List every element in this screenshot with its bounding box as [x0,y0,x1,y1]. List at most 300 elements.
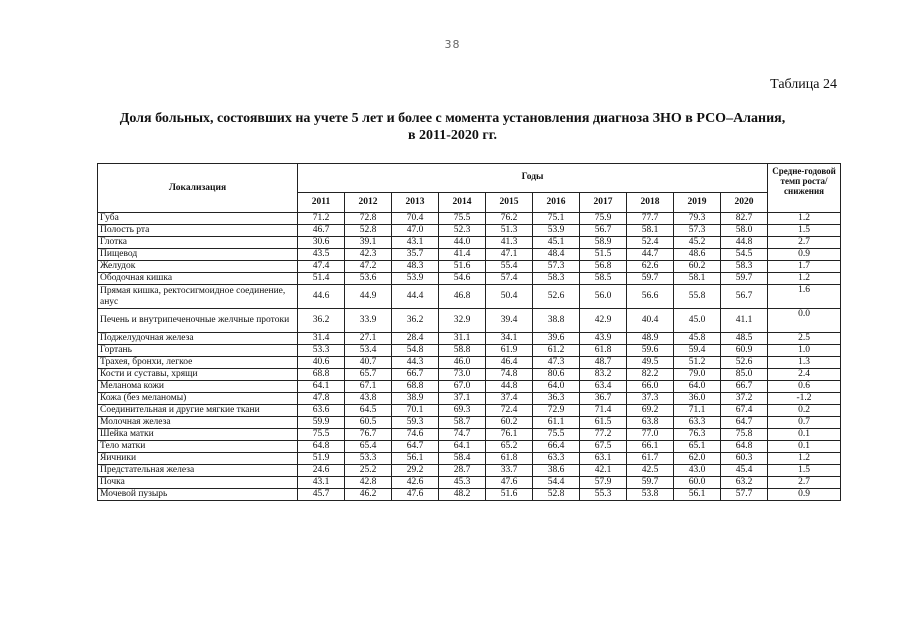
value-cell: 57.4 [486,273,533,285]
year-header-cell: 2011 [298,192,345,212]
value-cell: 36.2 [298,309,345,333]
value-cell: 75.5 [533,429,580,441]
growth-rate-cell: 1.7 [768,261,841,273]
value-cell: 53.4 [345,345,392,357]
value-cell: 47.3 [533,357,580,369]
value-cell: 39.6 [533,333,580,345]
value-cell: 55.4 [486,261,533,273]
value-cell: 58.3 [721,261,768,273]
value-cell: 39.4 [486,309,533,333]
value-cell: 75.5 [439,213,486,225]
value-cell: 55.8 [674,285,721,309]
value-cell: 47.6 [392,489,439,501]
value-cell: 45.0 [674,309,721,333]
value-cell: 56.0 [580,285,627,309]
value-cell: 46.7 [298,225,345,237]
year-header-cell: 2012 [345,192,392,212]
value-cell: 44.8 [486,381,533,393]
value-cell: 61.9 [486,345,533,357]
localization-cell: Гортань [98,345,298,357]
value-cell: 79.0 [674,369,721,381]
value-cell: 71.1 [674,405,721,417]
growth-rate-cell: 1.5 [768,465,841,477]
value-cell: 60.3 [721,453,768,465]
value-cell: 52.3 [439,225,486,237]
value-cell: 66.7 [721,381,768,393]
value-cell: 31.4 [298,333,345,345]
document-title [0,110,905,144]
localization-cell: Кожа (без меланомы) [98,393,298,405]
localization-cell: Губа [98,213,298,225]
value-cell: 32.9 [439,309,486,333]
value-cell: 59.7 [627,477,674,489]
value-cell: 64.5 [345,405,392,417]
value-cell: 71.2 [298,213,345,225]
year-header-cell: 2017 [580,192,627,212]
value-cell: 37.1 [439,393,486,405]
title-line-2: в 2011-2020 гг. [407,128,498,143]
value-cell: 77.0 [627,429,674,441]
table-row [98,261,841,273]
value-cell: 38.8 [533,309,580,333]
value-cell: 44.4 [392,285,439,309]
value-cell: 44.6 [298,285,345,309]
table-label: Таблица 24 [770,77,837,92]
growth-rate-cell: 0.9 [768,249,841,261]
table-row [98,357,841,369]
value-cell: 56.1 [674,489,721,501]
growth-rate-cell: 0.6 [768,381,841,393]
value-cell: 52.8 [345,225,392,237]
value-cell: 35.7 [392,249,439,261]
value-cell: 37.4 [486,393,533,405]
value-cell: 64.0 [674,381,721,393]
value-cell: 43.1 [298,477,345,489]
value-cell: 48.7 [580,357,627,369]
value-cell: 51.6 [439,261,486,273]
value-cell: 28.7 [439,465,486,477]
value-cell: 45.4 [721,465,768,477]
value-cell: 82.7 [721,213,768,225]
value-cell: 60.2 [486,417,533,429]
value-cell: 43.0 [674,465,721,477]
year-header-cell: 2020 [721,192,768,212]
value-cell: 46.4 [486,357,533,369]
value-cell: 48.5 [721,333,768,345]
growth-rate-cell: 1.0 [768,345,841,357]
value-cell: 51.2 [674,357,721,369]
value-cell: 53.9 [533,225,580,237]
value-cell: 48.4 [533,249,580,261]
value-cell: 75.9 [580,213,627,225]
value-cell: 44.0 [439,237,486,249]
value-cell: 54.4 [533,477,580,489]
value-cell: 48.6 [674,249,721,261]
value-cell: 70.1 [392,405,439,417]
value-cell: 59.9 [298,417,345,429]
growth-rate-cell: 1.6 [768,285,841,309]
value-cell: 33.9 [345,309,392,333]
value-cell: 76.7 [345,429,392,441]
value-cell: 64.7 [721,417,768,429]
table-row [98,477,841,489]
value-cell: 63.2 [721,477,768,489]
value-cell: 37.3 [627,393,674,405]
growth-rate-cell: 1.2 [768,453,841,465]
value-cell: 51.9 [298,453,345,465]
value-cell: 65.1 [674,441,721,453]
table-row [98,489,841,501]
localization-cell: Трахея, бронхи, легкое [98,357,298,369]
value-cell: 53.8 [627,489,674,501]
value-cell: 36.3 [533,393,580,405]
value-cell: 51.5 [580,249,627,261]
year-header-cell: 2016 [533,192,580,212]
growth-rate-cell: 0.2 [768,405,841,417]
value-cell: 51.3 [486,225,533,237]
value-cell: 46.0 [439,357,486,369]
value-cell: 80.6 [533,369,580,381]
localization-cell: Поджелудочная железа [98,333,298,345]
value-cell: 59.3 [392,417,439,429]
value-cell: 42.6 [392,477,439,489]
value-cell: 24.6 [298,465,345,477]
value-cell: 85.0 [721,369,768,381]
value-cell: 68.8 [298,369,345,381]
value-cell: 66.1 [627,441,674,453]
growth-rate-cell: 1.3 [768,357,841,369]
value-cell: 64.1 [298,381,345,393]
header-years: Годы [298,164,768,193]
value-cell: 59.7 [627,273,674,285]
value-cell: 75.5 [298,429,345,441]
value-cell: 74.7 [439,429,486,441]
value-cell: 43.5 [298,249,345,261]
value-cell: 58.7 [439,417,486,429]
localization-cell: Молочная железа [98,417,298,429]
value-cell: 40.7 [345,357,392,369]
year-header-cell: 2013 [392,192,439,212]
value-cell: 61.2 [533,345,580,357]
value-cell: 69.2 [627,405,674,417]
value-cell: 67.5 [580,441,627,453]
value-cell: 48.2 [439,489,486,501]
value-cell: 76.3 [674,429,721,441]
value-cell: 47.1 [486,249,533,261]
value-cell: 51.6 [486,489,533,501]
value-cell: 63.4 [580,381,627,393]
localization-cell: Почка [98,477,298,489]
value-cell: 73.0 [439,369,486,381]
value-cell: 63.1 [580,453,627,465]
value-cell: 61.1 [533,417,580,429]
value-cell: 61.7 [627,453,674,465]
value-cell: 36.2 [392,309,439,333]
value-cell: 56.8 [580,261,627,273]
growth-rate-cell: 0.0 [768,309,841,333]
value-cell: 31.1 [439,333,486,345]
value-cell: 41.1 [721,309,768,333]
value-cell: 63.3 [674,417,721,429]
value-cell: 72.9 [533,405,580,417]
growth-rate-cell: 0.1 [768,441,841,453]
header-avg-growth-rate: Средне-годовой темп роста/ снижения [768,164,841,213]
growth-rate-cell: 1.2 [768,273,841,285]
value-cell: 77.7 [627,213,674,225]
localization-cell: Желудок [98,261,298,273]
value-cell: 63.6 [298,405,345,417]
localization-cell: Тело матки [98,441,298,453]
localization-cell: Полость рта [98,225,298,237]
value-cell: 66.0 [627,381,674,393]
value-cell: 37.2 [721,393,768,405]
value-cell: 38.9 [392,393,439,405]
value-cell: 47.0 [392,225,439,237]
value-cell: 61.5 [580,417,627,429]
localization-cell: Шейка матки [98,429,298,441]
value-cell: 77.2 [580,429,627,441]
value-cell: 71.4 [580,405,627,417]
table-row [98,333,841,345]
value-cell: 82.2 [627,369,674,381]
value-cell: 67.4 [721,405,768,417]
value-cell: 57.7 [721,489,768,501]
growth-rate-cell: -1.2 [768,393,841,405]
value-cell: 30.6 [298,237,345,249]
value-cell: 46.2 [345,489,392,501]
growth-rate-cell: 2.5 [768,333,841,345]
localization-cell: Печень и внутрипеченочные желчные протоки [98,309,298,333]
value-cell: 54.6 [439,273,486,285]
growth-rate-cell: 2.7 [768,477,841,489]
table-row [98,249,841,261]
value-cell: 42.9 [580,309,627,333]
value-cell: 65.2 [486,441,533,453]
value-cell: 61.8 [486,453,533,465]
value-cell: 45.8 [674,333,721,345]
localization-cell: Соединительная и другие мягкие ткани [98,405,298,417]
value-cell: 44.9 [345,285,392,309]
value-cell: 42.1 [580,465,627,477]
value-cell: 58.0 [721,225,768,237]
table-row [98,393,841,405]
value-cell: 60.0 [674,477,721,489]
value-cell: 44.3 [392,357,439,369]
value-cell: 72.4 [486,405,533,417]
value-cell: 74.6 [392,429,439,441]
table-row [98,405,841,417]
value-cell: 59.4 [674,345,721,357]
localization-cell: Яичники [98,453,298,465]
value-cell: 56.6 [627,285,674,309]
value-cell: 39.1 [345,237,392,249]
value-cell: 53.6 [345,273,392,285]
table-body [98,213,841,501]
table-row [98,309,841,333]
value-cell: 52.8 [533,489,580,501]
localization-cell: Мочевой пузырь [98,489,298,501]
title-line-1: Доля больных, состоявших на учете 5 лет и более с момента установления диагноза ЗНО в РСО–Алания, [119,111,786,126]
value-cell: 47.6 [486,477,533,489]
value-cell: 75.8 [721,429,768,441]
value-cell: 28.4 [392,333,439,345]
value-cell: 61.8 [580,345,627,357]
value-cell: 57.9 [580,477,627,489]
value-cell: 58.1 [674,273,721,285]
table-row [98,381,841,393]
table-row [98,213,841,225]
value-cell: 40.4 [627,309,674,333]
value-cell: 52.4 [627,237,674,249]
value-cell: 60.9 [721,345,768,357]
value-cell: 63.3 [533,453,580,465]
value-cell: 48.9 [627,333,674,345]
value-cell: 59.7 [721,273,768,285]
growth-rate-cell: 2.7 [768,237,841,249]
value-cell: 64.0 [533,381,580,393]
page-number: 38 [444,38,461,51]
growth-rate-cell: 0.9 [768,489,841,501]
value-cell: 43.8 [345,393,392,405]
value-cell: 36.7 [580,393,627,405]
value-cell: 50.4 [486,285,533,309]
header-localization: Локализация [98,164,298,213]
table-row [98,273,841,285]
value-cell: 70.4 [392,213,439,225]
table-row [98,285,841,309]
table-row [98,345,841,357]
data-table [97,163,841,501]
value-cell: 63.8 [627,417,674,429]
value-cell: 45.7 [298,489,345,501]
value-cell: 68.8 [392,381,439,393]
value-cell: 69.3 [439,405,486,417]
table-row [98,417,841,429]
value-cell: 62.6 [627,261,674,273]
value-cell: 55.3 [580,489,627,501]
year-header-cell: 2014 [439,192,486,212]
value-cell: 44.7 [627,249,674,261]
value-cell: 53.3 [345,453,392,465]
value-cell: 57.3 [533,261,580,273]
value-cell: 76.2 [486,213,533,225]
value-cell: 52.6 [721,357,768,369]
localization-cell: Пищевод [98,249,298,261]
table-row [98,465,841,477]
value-cell: 65.4 [345,441,392,453]
growth-rate-cell: 1.2 [768,213,841,225]
table-row [98,225,841,237]
value-cell: 45.1 [533,237,580,249]
value-cell: 53.3 [298,345,345,357]
value-cell: 79.3 [674,213,721,225]
value-cell: 47.4 [298,261,345,273]
value-cell: 59.6 [627,345,674,357]
value-cell: 56.1 [392,453,439,465]
value-cell: 74.8 [486,369,533,381]
value-cell: 45.3 [439,477,486,489]
growth-rate-cell: 1.5 [768,225,841,237]
table-row [98,453,841,465]
value-cell: 47.8 [298,393,345,405]
value-cell: 58.5 [580,273,627,285]
value-cell: 64.8 [721,441,768,453]
localization-cell: Меланома кожи [98,381,298,393]
value-cell: 27.1 [345,333,392,345]
value-cell: 64.8 [298,441,345,453]
value-cell: 57.3 [674,225,721,237]
year-header-cell: 2018 [627,192,674,212]
value-cell: 47.2 [345,261,392,273]
value-cell: 54.5 [721,249,768,261]
value-cell: 76.1 [486,429,533,441]
value-cell: 58.4 [439,453,486,465]
table-row [98,237,841,249]
value-cell: 42.5 [627,465,674,477]
value-cell: 56.7 [721,285,768,309]
growth-rate-cell: 0.1 [768,429,841,441]
value-cell: 38.6 [533,465,580,477]
value-cell: 60.5 [345,417,392,429]
growth-rate-cell: 2.4 [768,369,841,381]
value-cell: 67.0 [439,381,486,393]
value-cell: 34.1 [486,333,533,345]
value-cell: 41.4 [439,249,486,261]
value-cell: 58.9 [580,237,627,249]
value-cell: 58.1 [627,225,674,237]
value-cell: 62.0 [674,453,721,465]
value-cell: 42.3 [345,249,392,261]
year-header-cell: 2015 [486,192,533,212]
value-cell: 56.7 [580,225,627,237]
value-cell: 46.8 [439,285,486,309]
value-cell: 29.2 [392,465,439,477]
value-cell: 64.1 [439,441,486,453]
value-cell: 44.8 [721,237,768,249]
value-cell: 67.1 [345,381,392,393]
value-cell: 49.5 [627,357,674,369]
value-cell: 58.8 [439,345,486,357]
value-cell: 58.3 [533,273,580,285]
table-row [98,441,841,453]
value-cell: 60.2 [674,261,721,273]
value-cell: 43.9 [580,333,627,345]
growth-rate-cell: 0.7 [768,417,841,429]
value-cell: 48.3 [392,261,439,273]
value-cell: 36.0 [674,393,721,405]
table-row [98,429,841,441]
localization-cell: Кости и суставы, хрящи [98,369,298,381]
value-cell: 64.7 [392,441,439,453]
value-cell: 45.2 [674,237,721,249]
localization-cell: Ободочная кишка [98,273,298,285]
value-cell: 75.1 [533,213,580,225]
value-cell: 66.4 [533,441,580,453]
value-cell: 53.9 [392,273,439,285]
value-cell: 33.7 [486,465,533,477]
value-cell: 51.4 [298,273,345,285]
value-cell: 83.2 [580,369,627,381]
value-cell: 42.8 [345,477,392,489]
year-header-cell: 2019 [674,192,721,212]
table-row [98,369,841,381]
value-cell: 43.1 [392,237,439,249]
value-cell: 72.8 [345,213,392,225]
value-cell: 66.7 [392,369,439,381]
value-cell: 65.7 [345,369,392,381]
localization-cell: Предстательная железа [98,465,298,477]
value-cell: 40.6 [298,357,345,369]
